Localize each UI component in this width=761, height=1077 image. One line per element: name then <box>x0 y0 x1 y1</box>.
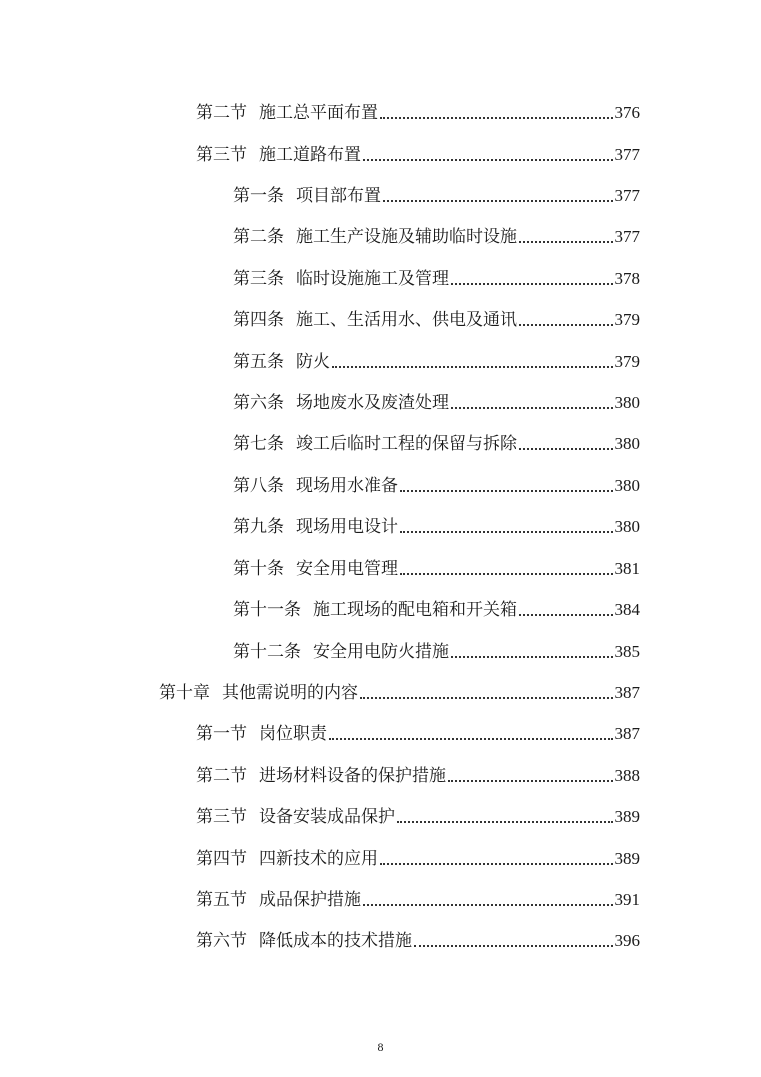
toc-entry-title: 施工道路布置 <box>259 145 361 165</box>
dot-leader <box>363 159 613 161</box>
toc-entry-title: 降低成本的技术措施 <box>259 931 412 951</box>
toc-entry[interactable] <box>233 303 640 331</box>
toc-entry-title: 防火 <box>296 352 330 372</box>
toc-entry-page: 384 <box>614 600 640 619</box>
toc-entry-title: 岗位职责 <box>259 724 327 744</box>
dot-leader <box>400 531 613 533</box>
dot-leader <box>363 904 613 906</box>
toc-entry[interactable] <box>233 345 640 373</box>
dot-leader <box>397 821 613 823</box>
toc-entry-page: 380 <box>614 476 640 495</box>
toc-entry-label: 第十一条 <box>233 600 301 620</box>
toc-entry-title: 现场用电设计 <box>296 517 398 537</box>
toc-entry[interactable] <box>196 842 640 870</box>
toc-entry-page: 391 <box>614 890 640 909</box>
toc-entry-page: 379 <box>614 310 640 329</box>
toc-entry[interactable] <box>196 924 640 952</box>
toc-entry-page: 381 <box>614 559 640 578</box>
toc-entry-label: 第五条 <box>233 352 284 372</box>
dot-leader <box>448 780 613 782</box>
toc-entry-title: 成品保护措施 <box>259 890 361 910</box>
toc-entry-title: 施工总平面布置 <box>259 103 378 123</box>
toc-entry-label: 第七条 <box>233 434 284 454</box>
toc-entry[interactable] <box>233 469 640 497</box>
toc-entry-label: 第六条 <box>233 393 284 413</box>
toc-entry-title: 进场材料设备的保护措施 <box>259 766 446 786</box>
toc-entry-label: 第二节 <box>196 766 247 786</box>
toc-entry[interactable] <box>233 552 640 580</box>
toc-entry-title: 项目部布置 <box>296 186 381 206</box>
toc-entry-title: 安全用电管理 <box>296 559 398 579</box>
toc-entry-label: 第一条 <box>233 186 284 206</box>
toc-entry[interactable] <box>196 759 640 787</box>
toc-entry-label: 第三节 <box>196 807 247 827</box>
toc-entry-page: 380 <box>614 517 640 536</box>
dot-leader <box>329 738 613 740</box>
dot-leader <box>519 324 613 326</box>
toc-entry-page: 385 <box>614 642 640 661</box>
dot-leader <box>451 656 613 658</box>
toc-entry[interactable] <box>233 179 640 207</box>
toc-entry-page: 388 <box>614 766 640 785</box>
dot-leader <box>383 200 613 202</box>
toc-entry-label: 第五节 <box>196 890 247 910</box>
toc-entry-page: 389 <box>614 849 640 868</box>
toc-entry-page: 376 <box>614 103 640 122</box>
toc-entry[interactable] <box>233 427 640 455</box>
toc-entry-title: 施工现场的配电箱和开关箱 <box>313 600 517 620</box>
dot-leader <box>519 614 613 616</box>
dot-leader <box>519 448 613 450</box>
toc-entry-label: 第三节 <box>196 145 247 165</box>
dot-leader <box>451 407 613 409</box>
toc-entry-label: 第一节 <box>196 724 247 744</box>
toc-entry-label: 第十章 <box>159 683 210 703</box>
dot-leader <box>400 490 613 492</box>
toc-entry-label: 第六节 <box>196 931 247 951</box>
toc-entry-title: 场地废水及废渣处理 <box>296 393 449 413</box>
toc-entry[interactable] <box>233 593 640 621</box>
dot-leader <box>380 117 613 119</box>
toc-entry-title: 四新技术的应用 <box>259 849 378 869</box>
toc-entry-title: 临时设施施工及管理 <box>296 269 449 289</box>
toc-entry-label: 第四条 <box>233 310 284 330</box>
toc-entry-label: 第二条 <box>233 227 284 247</box>
toc-entry-page: 389 <box>614 807 640 826</box>
toc-entry-label: 第九条 <box>233 517 284 537</box>
toc-entry-page: 387 <box>614 724 640 743</box>
toc-entry-page: 377 <box>614 145 640 164</box>
dot-leader <box>332 366 613 368</box>
toc-entry-page: 377 <box>614 227 640 246</box>
toc-entry[interactable] <box>233 635 640 663</box>
toc-entry-label: 第八条 <box>233 476 284 496</box>
page-number: 8 <box>377 1040 384 1054</box>
toc-entry-page: 380 <box>614 434 640 453</box>
toc-entry[interactable] <box>233 510 640 538</box>
toc-entry-page: 377 <box>614 186 640 205</box>
toc-entry[interactable] <box>233 386 640 414</box>
toc-entry[interactable] <box>196 800 640 828</box>
toc-entry-label: 第三条 <box>233 269 284 289</box>
toc-entry[interactable] <box>196 883 640 911</box>
toc-entry-label: 第四节 <box>196 849 247 869</box>
toc-entry-label: 第二节 <box>196 103 247 123</box>
dot-leader <box>360 697 613 699</box>
toc-entry[interactable] <box>196 717 640 745</box>
toc-entry[interactable] <box>159 676 640 704</box>
toc-entry-label: 第十条 <box>233 559 284 579</box>
toc-entry-page: 396 <box>614 931 640 950</box>
toc-entry-title: 设备安装成品保护 <box>259 807 395 827</box>
toc-entry-label: 第十二条 <box>233 642 301 662</box>
toc-entry-page: 387 <box>614 683 640 702</box>
dot-leader <box>519 241 613 243</box>
toc-entry-title: 现场用水准备 <box>296 476 398 496</box>
toc-entry-page: 380 <box>614 393 640 412</box>
dot-leader <box>414 945 613 947</box>
toc-entry-title: 其他需说明的内容 <box>222 683 358 703</box>
dot-leader <box>380 863 613 865</box>
toc-entry[interactable] <box>233 262 640 290</box>
toc-entry-page: 378 <box>614 269 640 288</box>
dot-leader <box>451 283 613 285</box>
dot-leader <box>400 573 613 575</box>
toc-entry-title: 施工、生活用水、供电及通讯 <box>296 310 517 330</box>
toc-entry[interactable] <box>196 138 640 166</box>
toc-entry[interactable] <box>233 220 640 248</box>
toc-entry-title: 安全用电防火措施 <box>313 642 449 662</box>
toc-entry-page: 379 <box>614 352 640 371</box>
toc-entry[interactable] <box>196 96 640 124</box>
toc-entry-title: 竣工后临时工程的保留与拆除 <box>296 434 517 454</box>
toc-entry-title: 施工生产设施及辅助临时设施 <box>296 227 517 247</box>
